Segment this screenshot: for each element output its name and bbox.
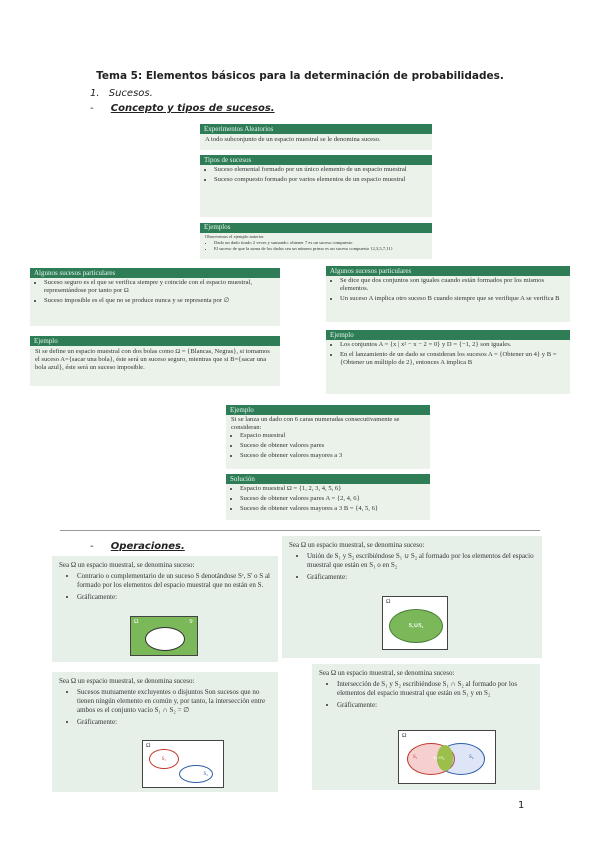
section-number: 1. — [90, 88, 100, 99]
venn-disjuntos — [142, 740, 224, 788]
list-item: • El suceso de que la suma de los dados sea un número primo es un suceso compuesto {2,3,5,7,11} — [214, 246, 432, 252]
section-label: Concepto y tipos de sucesos. — [110, 103, 275, 114]
venn-union — [382, 596, 448, 650]
block-particulares-right — [326, 266, 570, 322]
list-item: • Intersección de S₁ y S₂ escribiéndose S₁ ∩ S₂ al formado por los elementos del espacio muestral que están en S₁ y en S₂ — [337, 680, 533, 698]
block-header: Experimentos Aleatorios — [200, 124, 432, 134]
slide-intro: Sea Ω un espacio muestral, se denomina suceso: — [59, 677, 195, 685]
slide-interseccion — [312, 664, 540, 790]
block-text: Si se lanza un dado con 6 caras numeradas consecutivamente se consideran: — [231, 416, 400, 431]
divider — [60, 530, 540, 531]
block-solucion — [226, 474, 430, 520]
list-item: • Los conjuntos A = {x | x² − x − 2 = 0} y D = {−1, 2} son iguales. — [340, 341, 570, 349]
block-tipos — [200, 155, 432, 217]
block-particulares-left — [30, 268, 280, 326]
set-s-shape — [145, 627, 185, 651]
slide-union — [282, 536, 542, 658]
block-header: Ejemplos — [200, 223, 432, 233]
list-item: • Suceso elemental formado por un único elemento de un espacio muestral — [214, 166, 432, 174]
list-item: • Suceso imposible es el que no se produce nunca y se representa por ∅ — [44, 297, 280, 305]
list-item: • Espacio muestral — [240, 432, 430, 440]
list-item: • Sucesos mutuamente excluyentes o disjuntos Son sucesos que no tienen ningún elemento en común y, por tanto, la intersección entre ambos es el conjunto vacío S₁ ∩ S₂ = ∅ — [77, 688, 271, 715]
list-item: • Dado un dado tirado 2 veces y sumando: obtener 7 es un suceso compuesto — [214, 240, 432, 246]
list-item: • Unión de S₁ y S₂ escribiéndose S₁ ∪ S₂ al formado por los elementos del espacio muestral que están en S₁ o en S₂ — [307, 552, 535, 570]
omega-label: Ω — [386, 599, 391, 605]
union-shape: S₁∪S₂ — [389, 609, 443, 643]
section-label: Operaciones. — [110, 541, 185, 552]
list-item: • Gráficamente: — [307, 573, 535, 582]
block-header: Solución — [226, 474, 430, 484]
list-item: • Gráficamente: — [337, 701, 533, 710]
slide-contrario — [52, 556, 278, 662]
complement-label: Sᶜ — [189, 619, 194, 625]
section-dash: - — [90, 541, 94, 552]
block-ejemplo-left — [30, 336, 280, 386]
set-s1-shape: S₁ — [149, 749, 179, 769]
block-header: Ejemplo — [30, 336, 280, 346]
section-dash: - — [90, 103, 94, 114]
page-title: Tema 5: Elementos básicos para la determinación de probabilidades. — [96, 70, 504, 82]
list-item: • Un suceso A implica otro suceso B cuando siempre que se verifique A se verifica B — [340, 295, 570, 303]
section-sucesos — [90, 88, 153, 99]
block-header: Algunos sucesos particulares — [30, 268, 280, 278]
set-s2-shape: S₂ — [179, 765, 213, 783]
list-item: • Suceso de obtener valores pares A = {2, 4, 6} — [240, 495, 430, 503]
intersection-label: S₁∩S₂ — [433, 755, 445, 760]
s1-label: S₁ — [413, 755, 418, 760]
list-item: • Suceso de obtener valores mayores a 3 B = {4, 5, 6} — [240, 505, 430, 513]
omega-label: Ω — [146, 743, 151, 749]
venn-interseccion — [398, 730, 496, 784]
list-item: • Suceso seguro es el que se verifica siempre y coincide con el espacio muestral, representándose por tanto por Ω — [44, 279, 280, 295]
omega-label: Ω — [134, 619, 139, 625]
slide-excluyentes — [52, 672, 278, 792]
slide-intro: Sea Ω un espacio muestral, se denomina suceso: — [59, 561, 195, 569]
block-experimentos — [200, 124, 432, 150]
block-ejemplos — [200, 223, 432, 259]
section-concepto — [90, 103, 275, 114]
list-item: • Espacio muestral Ω = {1, 2, 3, 4, 5, 6} — [240, 485, 430, 493]
list-item: • Se dice que dos conjuntos son iguales cuando están formados por los mismos elementos. — [340, 277, 570, 293]
list-item: • Gráficamente: — [77, 593, 271, 602]
block-text: Si se define un espacio muestral con dos bolas como Ω = {Blancas, Negras}, si tomamos el suceso A={sacar una bola}, éste será un suceso seguro, mientras que si B={sacar una bola azul}, éste será un suceso imposible. — [35, 348, 270, 371]
list-item: • Suceso compuesto formado por varios elementos de un espacio muestral — [214, 176, 432, 184]
block-header: Tipos de sucesos — [200, 155, 432, 165]
venn-contrario — [130, 616, 198, 656]
slide-intro: Sea Ω un espacio muestral, se denomina suceso: — [319, 669, 455, 677]
slide-intro: Sea Ω un espacio muestral, se denomina suceso: — [289, 541, 425, 549]
section-operaciones — [90, 541, 185, 552]
block-text: Observemos el ejemplo anterior — [205, 234, 264, 239]
block-header: Ejemplo — [226, 405, 430, 415]
page-number: 1 — [518, 800, 525, 811]
block-header: Ejemplo — [326, 330, 570, 340]
list-item: • En el lanzamiento de un dado se consideran los sucesos A = {Obtener un 4} y B = {Obtener un múltiplo de 2}, entonces A implica B — [340, 351, 570, 367]
s2-label: S₂ — [469, 755, 474, 760]
block-header: Algunos sucesos particulares — [326, 266, 570, 276]
omega-label: Ω — [402, 733, 407, 739]
list-item: • Gráficamente: — [77, 718, 271, 727]
list-item: • Suceso de obtener valores pares — [240, 442, 430, 450]
list-item: • Suceso de obtener valores mayores a 3 — [240, 452, 430, 460]
block-ejemplo-right — [326, 330, 570, 394]
list-item: • Contrario o complementario de un suceso S denotándose Sᶜ, S' o S al formado por los elementos del espacio muestral que no están en S. — [77, 572, 271, 590]
block-text: A todo subconjunto de un espacio muestral se le denomina suceso. — [205, 136, 381, 143]
section-label: Sucesos. — [108, 88, 153, 99]
block-ejemplo-dado — [226, 405, 430, 469]
